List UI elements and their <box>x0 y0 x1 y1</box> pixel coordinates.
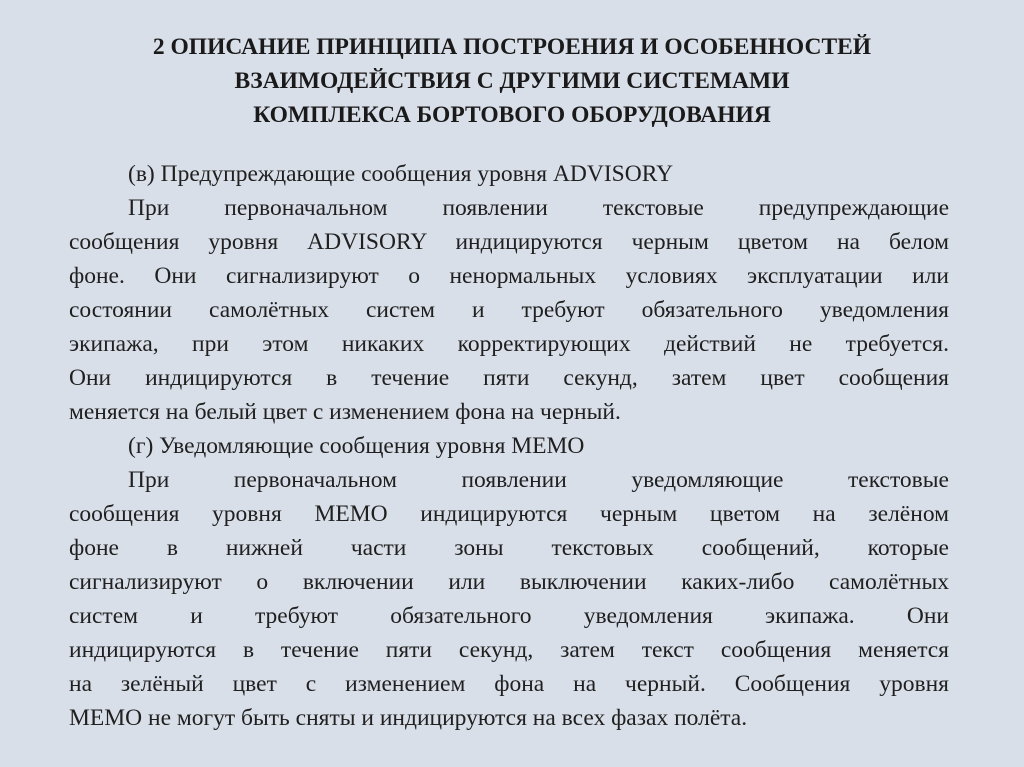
memo-line: сигнализируют о включении или выключении каких-либо самолётных <box>69 569 949 595</box>
memo-line: на зелёный цвет с изменением фона на черный. Сообщения уровня <box>69 671 949 697</box>
memo-line: сообщения уровня MEMO индицируются черным цветом на зелёном <box>69 501 949 527</box>
title-line-1: 2 ОПИСАНИЕ ПРИНЦИПА ПОСТРОЕНИЯ И ОСОБЕННОСТЕЙ <box>152 34 872 60</box>
advisory-line: экипажа, при этом никаких корректирующих действий не требуется. <box>69 331 949 357</box>
memo-line: индицируются в течение пяти секунд, затем текст сообщения меняется <box>69 637 949 663</box>
advisory-line: Они индицируются в течение пяти секунд, затем цвет сообщения <box>69 365 949 391</box>
title-line-2: ВЗАИМОДЕЙСТВИЯ С ДРУГИМИ СИСТЕМАМИ <box>234 68 790 94</box>
advisory-line: фоне. Они сигнализируют о ненормальных условиях эксплуатации или <box>69 263 949 289</box>
memo-heading: (г) Уведомляющие сообщения уровня MEMO <box>128 433 585 459</box>
advisory-line: сообщения уровня ADVISORY индицируются черным цветом на белом <box>69 229 949 255</box>
memo-line: систем и требуют обязательного уведомления экипажа. Они <box>69 603 949 629</box>
advisory-heading: (в) Предупреждающие сообщения уровня ADVISORY <box>128 161 674 187</box>
slide-body <box>69 157 949 735</box>
memo-line: фоне в нижней части зоны текстовых сообщений, которые <box>69 535 949 561</box>
title-line-3: КОМПЛЕКСА БОРТОВОГО ОБОРУДОВАНИЯ <box>253 102 771 128</box>
advisory-line: меняется на белый цвет с изменением фона на черный. <box>69 399 621 425</box>
memo-line: При первоначальном появлении уведомляющие текстовые <box>128 467 949 493</box>
advisory-line: состоянии самолётных систем и требуют обязательного уведомления <box>69 297 949 323</box>
slide-title <box>60 30 964 132</box>
advisory-line: При первоначальном появлении текстовые предупреждающие <box>128 195 949 221</box>
memo-line: MEMO не могут быть сняты и индицируются на всех фазах полёта. <box>69 705 748 731</box>
